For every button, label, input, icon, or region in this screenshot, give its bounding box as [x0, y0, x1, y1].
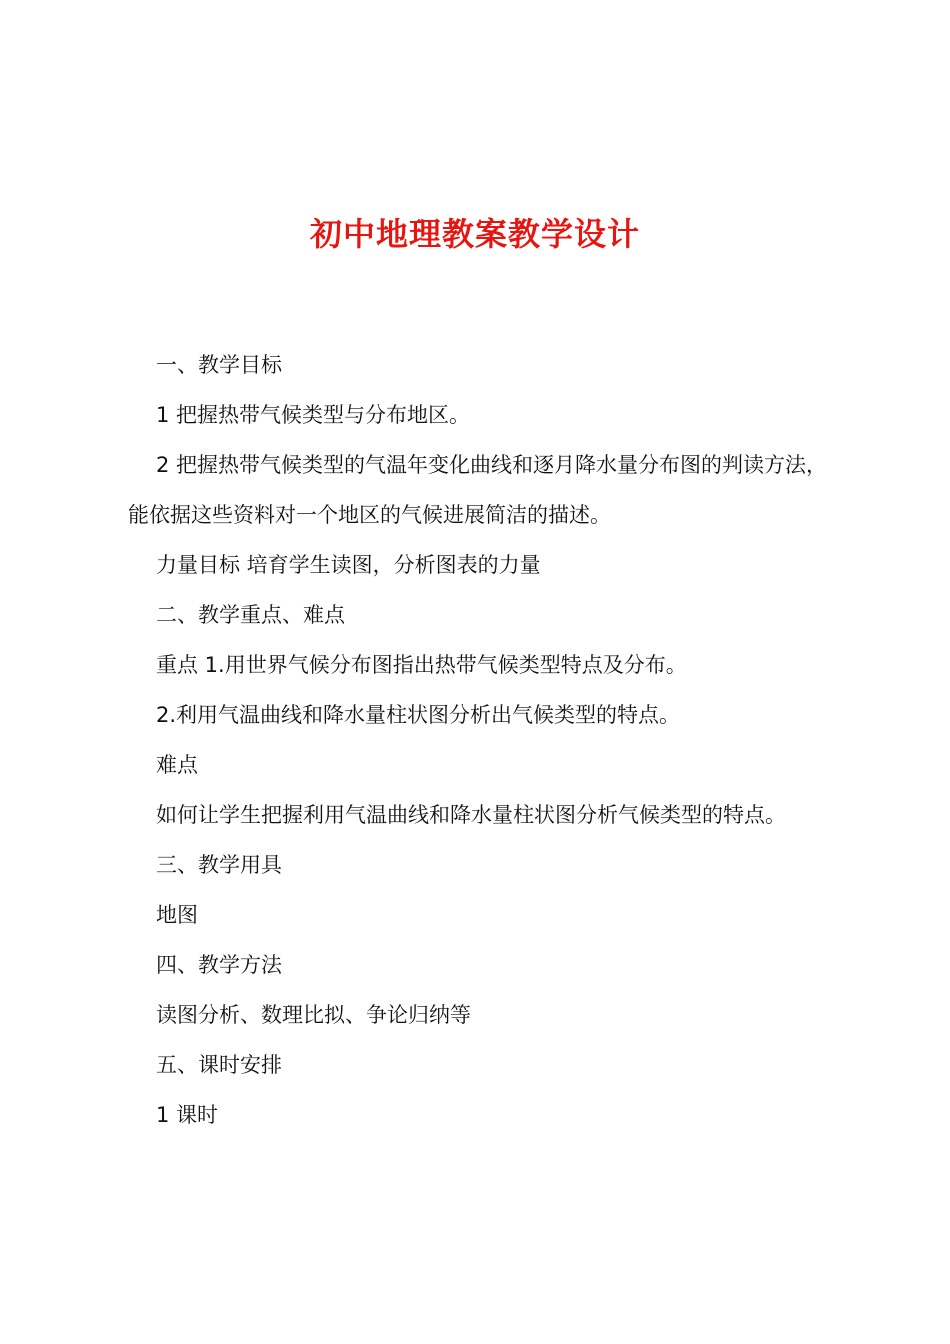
- goal-item-1: 1 把握热带气候类型与分布地区。: [156, 403, 471, 427]
- heading-key-points: 二、教学重点、难点: [156, 603, 345, 627]
- heading-teaching-goals: 一、教学目标: [156, 353, 282, 377]
- teaching-tools-text: 地图: [156, 903, 198, 927]
- difficulty-text: 如何让学生把握利用气温曲线和降水量柱状图分析气候类型的特点。: [156, 803, 786, 827]
- key-point-1: 重点 1.用世界气候分布图指出热带气候类型特点及分布。: [156, 653, 687, 677]
- heading-teaching-methods: 四、教学方法: [156, 953, 282, 977]
- ability-goal: 力量目标 培育学生读图，分析图表的力量: [156, 553, 541, 577]
- goal-item-2: 2 把握热带气候类型的气温年变化曲线和逐月降水量分布图的判读方法，能依据这些资料对一个地区的气候进展简洁的描述。: [128, 453, 828, 527]
- teaching-methods-text: 读图分析、数理比拟、争论归纳等: [156, 1003, 471, 1027]
- document-body: [128, 340, 838, 1140]
- key-point-2: 2.利用气温曲线和降水量柱状图分析出气候类型的特点。: [156, 703, 681, 727]
- difficulty-label: 难点: [156, 753, 198, 777]
- heading-schedule: 五、课时安排: [156, 1053, 282, 1077]
- schedule-text: 1 课时: [156, 1103, 219, 1127]
- document-title: 初中地理教案教学设计: [309, 215, 640, 253]
- heading-teaching-tools: 三、教学用具: [156, 853, 282, 877]
